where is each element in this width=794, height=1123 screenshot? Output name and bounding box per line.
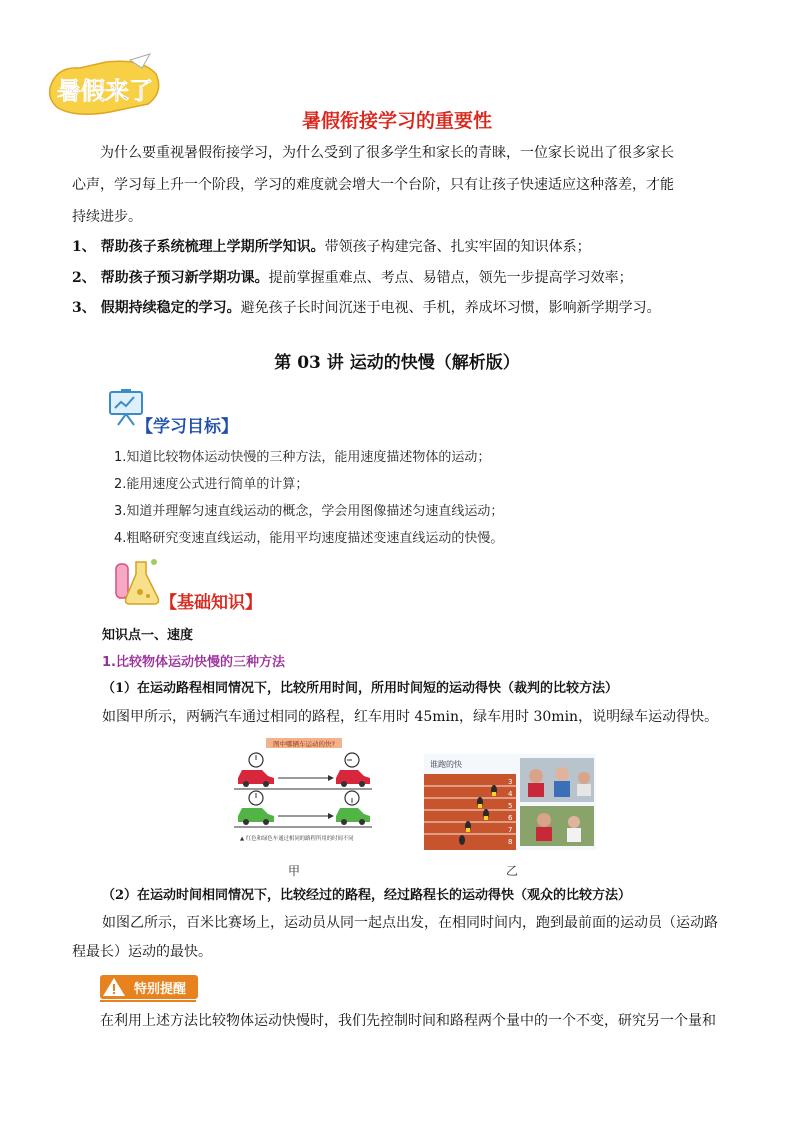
figure-a-caption: 甲 xyxy=(288,864,301,878)
case-1-body: 如图甲所示，两辆汽车通过相同的路程，红车用时 45min，绿车用时 30min，说明绿车运动得快。 xyxy=(102,709,719,725)
flask-icon xyxy=(112,556,164,608)
case-2-heading: （2）在运动时间相同情况下，比较经过的路程，经过路程长的运动得快（观众的比较方法） xyxy=(102,888,632,903)
point-3-head: 3、 假期持续稳定的学习。 xyxy=(72,300,241,316)
figure-running-race xyxy=(424,754,596,850)
figure-car-comparison xyxy=(232,736,374,850)
lane-label-4: 4 xyxy=(508,790,513,798)
knowledge-point-1: 知识点一、速度 xyxy=(102,628,194,643)
tip-label: 特别提醒 xyxy=(134,982,187,997)
intro-line-2: 心声，学习每上升一个阶段，学习的难度就会增大一个台阶，只有让孩子快速适应这种落差，才能 xyxy=(72,177,674,193)
point-2 xyxy=(72,268,633,288)
goal-3: 3.知道并理解匀速直线运动的概念，学会用图像描述匀速直线运动； xyxy=(114,504,504,519)
figure-b-banner: 谁跑的快 xyxy=(430,760,462,769)
figure-b-caption: 乙 xyxy=(506,864,519,878)
point-3 xyxy=(72,298,661,318)
goals-heading: 【学习目标】 xyxy=(136,417,238,437)
lecture-title: 第 03 讲 运动的快慢（解析版） xyxy=(274,353,520,373)
point-1-body: 带领孩子构建完备、扎实牢固的知识体系； xyxy=(324,239,591,255)
case-2-line-2: 程最长）运动的最快。 xyxy=(72,944,212,960)
basic-knowledge-heading: 【基础知识】 xyxy=(160,593,262,613)
goal-2: 2.能用速度公式进行简单的计算； xyxy=(114,477,309,492)
point-2-head: 2、 帮助孩子预习新学期功课。 xyxy=(72,270,269,286)
point-1 xyxy=(72,237,591,257)
logo-text: 暑假来了 xyxy=(57,77,153,105)
lane-label-6: 6 xyxy=(508,814,513,822)
lane-label-5: 5 xyxy=(508,802,513,810)
point-2-body: 提前掌握重难点、考点、易错点，领先一步提高学习效率； xyxy=(268,270,633,286)
subheading-three-methods: 1.比较物体运动快慢的三种方法 xyxy=(102,655,285,670)
tip-underline xyxy=(100,1000,196,1002)
tip-text: 在利用上述方法比较物体运动快慢时，我们先控制时间和路程两个量中的一个不变，研究另一个量和 xyxy=(100,1013,716,1029)
point-1-head: 1、 帮助孩子系统梳理上学期所学知识。 xyxy=(72,239,325,255)
case-2-line-1: 如图乙所示，百米比赛场上，运动员从同一起点出发，在相同时间内，跑到最前面的运动员（运动路 xyxy=(102,915,718,931)
intro-line-3: 持续进步。 xyxy=(72,209,142,225)
point-3-body: 避免孩子长时间沉迷于电视、手机，养成坏习惯，影响新学期学习。 xyxy=(240,300,661,316)
page-title: 暑假衔接学习的重要性 xyxy=(301,110,492,132)
figure-a-note: ▲ 红色和绿色车通过相同的路程所用的时间不同 xyxy=(240,836,354,842)
figure-a-banner: 图中哪辆车运动的快? xyxy=(273,740,335,748)
lane-label-8: 8 xyxy=(508,838,513,846)
intro-line-1: 为什么要重视暑假衔接学习，为什么受到了很多学生和家长的青睐，一位家长说出了很多家长 xyxy=(100,145,674,161)
goal-4: 4.粗略研究变速直线运动，能用平均速度描述变速直线运动的快慢。 xyxy=(114,531,504,546)
goal-1: 1.知道比较物体运动快慢的三种方法，能用速度描述物体的运动； xyxy=(114,450,491,465)
lane-label-3: 3 xyxy=(508,778,513,786)
lane-label-7: 7 xyxy=(508,826,513,834)
case-1-heading: （1）在运动路程相同情况下，比较所用时间，所用时间短的运动得快（裁判的比较方法） xyxy=(102,681,619,696)
